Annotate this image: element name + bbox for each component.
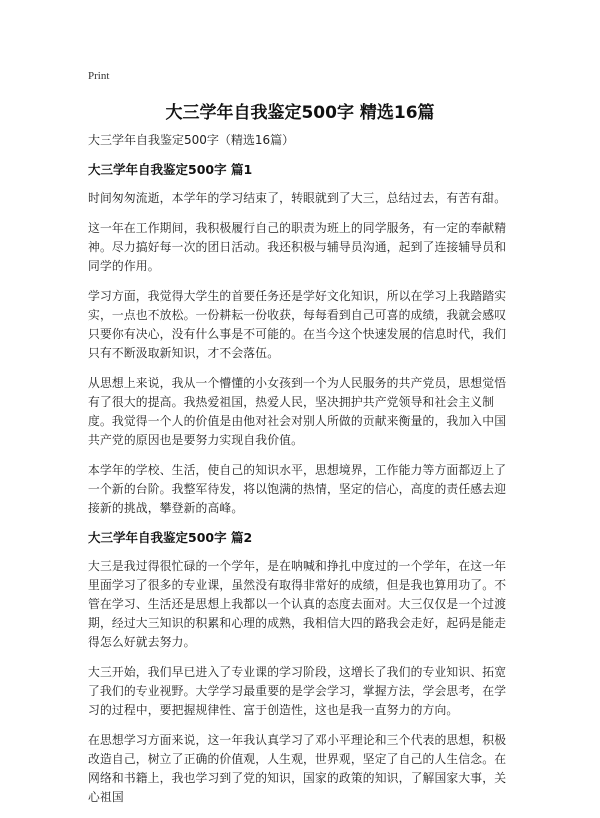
section-2 — [88, 529, 516, 807]
document-body — [88, 131, 516, 818]
section-heading: 大三学年自我鉴定500字 篇1 — [88, 162, 253, 177]
paragraph: 学习方面，我觉得大学生的首要任务还是学好文化知识，所以在学习上我踏踏实实，一点也不放松。一份耕耘一份收获，每每看到自己可喜的成绩，我就会感叹只要你有决心，没有什么事是不可能的。在当今这个快速发展的信息时代，我们只有不断汲取新知识，才不会落伍。 — [88, 289, 507, 360]
paragraph: 这一年在工作期间，我积极履行自己的职责为班上的同学服务，有一定的奉献精神。尽力搞好每一次的团日活动。我还积极与辅导员沟通，起到了连接辅导员和同学的作用。 — [88, 221, 507, 273]
paragraph: 从思想上来说，我从一个懵懂的小女孩到一个为人民服务的共产党员，思想觉悟有了很大的提高。我热爱祖国，热爱人民，坚决拥护共产党领导和社会主义制度。我觉得一个人的价值是由他对社会对别人所做的贡献来衡量的，我加入中国共产党的原因也是要努力实现自我价值。 — [88, 376, 507, 447]
paragraph: 大三是我过得很忙碌的一个学年，是在呐喊和挣扎中度过的一个学年，在这一年里面学习了很多的专业课，虽然没有取得非常好的成绩，但是我也算用功了。不管在学习、生活还是思想上我都以一个认真的态度去面对。大三仅仅是一个过渡期，经过大三知识的积累和心理的成熟，我相信大四的路我会走好，起码是能走得怎么好就去努力。 — [88, 559, 507, 649]
paragraph: 本学年的学校、生活，使自己的知识水平，思想境界，工作能力等方面都迈上了一个新的台阶。我整军待发，将以饱满的热情，坚定的信心，高度的责任感去迎接新的挑战，攀登新的高峰。 — [88, 463, 507, 515]
print-label: Print — [88, 70, 110, 82]
paragraph: 时间匆匆流逝，本学年的学习结束了，转眼就到了大三，总结过去，有苦有甜。 — [88, 191, 507, 205]
paragraph: 在思想学习方面来说，这一年我认真学习了邓小平理论和三个代表的思想，积极改造自己，树立了正确的价值观，人生观，世界观，坚定了自己的人生信念。在网络和书籍上，我也学习到了党的知识，国家的政策的知识，了解国家大事，关心祖国 — [88, 733, 507, 804]
section-heading: 大三学年自我鉴定500字 篇2 — [88, 530, 253, 545]
section-1 — [88, 161, 516, 518]
document-subtitle: 大三学年自我鉴定500字（精选16篇） — [88, 133, 295, 147]
document-title: 大三学年自我鉴定500字 精选16篇 — [165, 103, 435, 123]
paragraph: 大三开始，我们早已进入了专业课的学习阶段，这增长了我们的专业知识、拓宽了我们的专业视野。大学学习最重要的是学会学习，掌握方法，学会思考，在学习的过程中，要把握规律性、富于创造性，这也是我一直努力的方向。 — [88, 665, 507, 717]
